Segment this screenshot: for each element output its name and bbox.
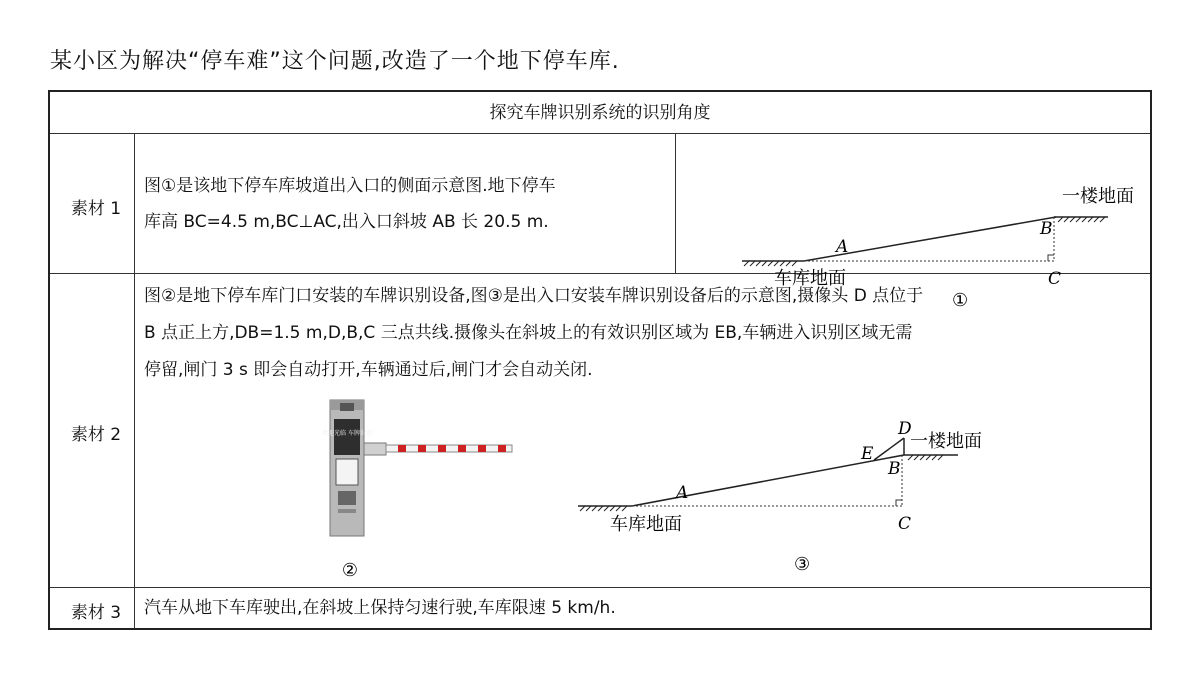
right-angle-mark [1048,255,1054,261]
row-divider [48,273,1152,274]
label-column-divider [134,133,135,628]
table-right-border [1150,90,1152,628]
intro-text: 某小区为解决“停车难”这个问题,改造了一个地下停车库. [50,49,620,74]
material-3-line-1: 汽车从地下车库驶出,在斜坡上保持匀速行驶,车库限速 5 km/h. [144,598,616,618]
figure-2-caption: ② [341,560,359,581]
ticket-screen [336,459,358,485]
led-display [334,419,360,455]
right-angle-mark [896,500,902,506]
material-2-line-2: B 点正上方,DB=1.5 m,D,B,C 三点共线.摄像头在斜坡上的有效识别区域为 EB,车辆进入识别区域无需 [144,323,913,343]
garage-floor-label: 车库地面 [610,514,682,535]
garage-floor-label: 车库地面 [774,268,846,289]
row-label-material-2: 素材 2 [70,425,122,445]
row-divider [48,587,1152,588]
figure-3-camera-diagram [548,408,982,583]
card-slot [338,509,356,513]
camera-icon [340,403,354,411]
row-label-material-3: 素材 3 [70,603,122,623]
segment-DE [874,438,904,460]
figure-2-barrier-device [318,395,508,585]
figure-1-caption: ① [952,290,969,311]
material-table [48,90,1152,628]
first-floor-label: 一楼地面 [910,431,982,452]
material-2-line-3: 停留,闸门 3 s 即会自动打开,车辆通过后,闸门才会自动关闭. [144,360,593,380]
point-B-label: B [1040,219,1053,239]
table-header: 探究车牌识别系统的识别角度 [489,103,711,123]
point-B-label: B [888,459,901,479]
material-2-line-1: 图②是地下停车库门口安装的车牌识别设备,图③是出入口安装车牌识别设备后的示意图,摄像头 D 点位于 [144,286,924,306]
keypad-icon [338,491,356,505]
point-D-label: D [898,419,912,439]
first-floor-label: 一楼地面 [1062,186,1134,207]
table-top-border [48,90,1152,92]
table-left-border [48,90,50,628]
material-1-line-2: 库高 BC=4.5 m,BC⊥AC,出入口斜坡 AB 长 20.5 m. [144,212,549,232]
point-E-label: E [861,444,874,464]
figure-3-caption: ③ [794,554,811,575]
point-C-label: C [898,514,912,534]
point-C-label: C [1048,269,1062,289]
material-1-line-1: 图①是该地下停车库坡道出入口的侧面示意图.地下停车 [144,176,556,196]
barrier-motor-box [364,443,386,455]
row-label-material-1: 素材 1 [70,199,122,219]
point-A-label: A [836,237,849,257]
point-A-label: A [676,483,689,503]
display-text: 欢迎光临 车牌识别 [322,430,372,437]
figure-1-slope-diagram [676,134,1148,311]
table-bottom-border [48,628,1152,630]
